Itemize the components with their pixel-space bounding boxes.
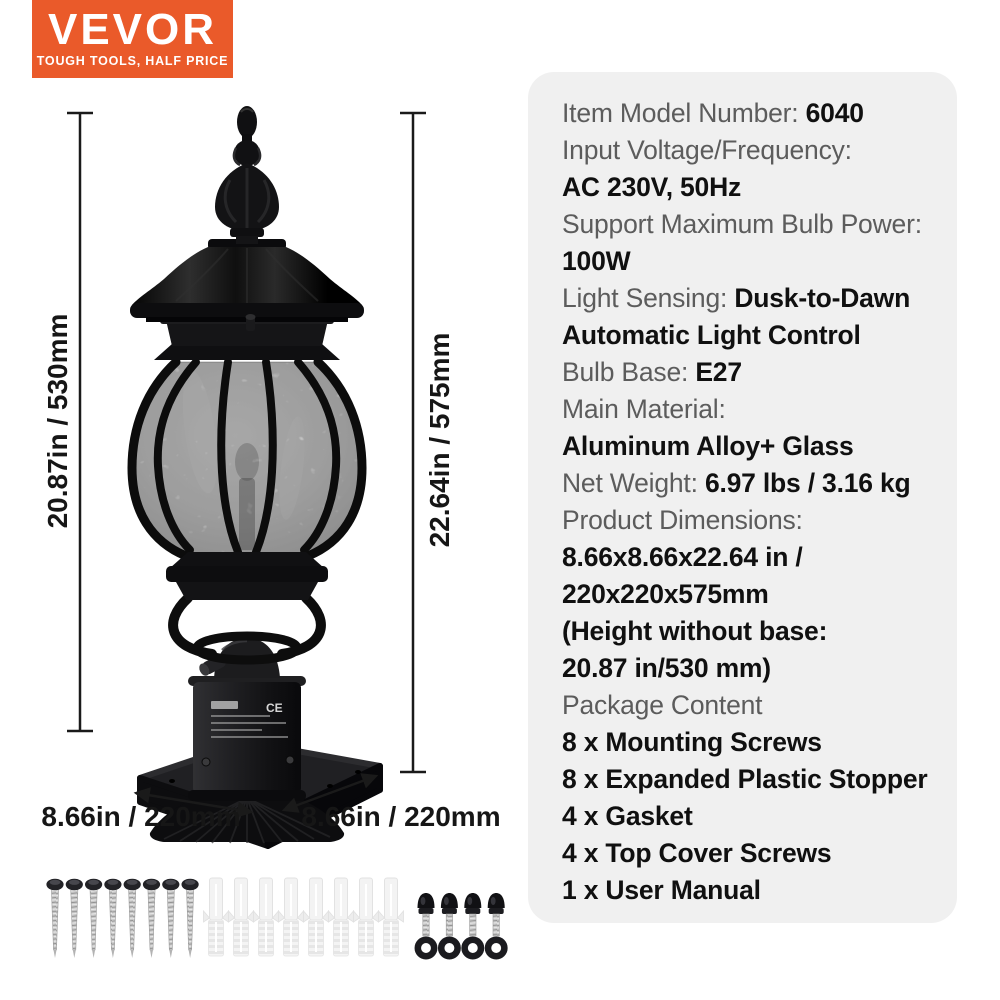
spec-value: 4 x Top Cover Screws: [562, 838, 832, 868]
roof-latch-knob: [246, 314, 256, 331]
spec-label: Product Dimensions:: [562, 505, 803, 535]
lantern-roof: [130, 239, 364, 331]
expanded-plastic-stopper: [379, 878, 404, 956]
spec-line: [562, 132, 945, 169]
spec-line: [562, 465, 945, 502]
spec-line: [562, 169, 945, 206]
spec-value: 20.87 in/530 mm): [562, 653, 771, 683]
specification-panel: [528, 72, 957, 923]
cage-bottom-ring: [166, 552, 328, 600]
spec-line: [562, 280, 945, 317]
post-light-lantern: [130, 106, 380, 846]
plastic-stoppers-group: [204, 878, 404, 956]
spec-line: [562, 317, 945, 354]
spec-label: Package Content: [562, 690, 763, 720]
spec-list: [562, 95, 945, 909]
mounting-screw: [143, 879, 160, 958]
spec-line: [562, 650, 945, 687]
dimension-line-right-height: [400, 113, 426, 772]
mounting-screw: [46, 879, 63, 958]
spec-label: Main Material:: [562, 394, 726, 424]
spec-value: Automatic Light Control: [562, 320, 861, 350]
spec-value: 6040: [805, 98, 864, 128]
spec-label: Light Sensing:: [562, 283, 735, 313]
spec-label: Support Maximum Bulb Power:: [562, 209, 922, 239]
spec-value: AC 230V, 50Hz: [562, 172, 742, 202]
spec-label: Bulb Base:: [562, 357, 696, 387]
water-glass-globe: [132, 362, 362, 556]
expanded-plastic-stopper: [204, 878, 229, 956]
spec-line: [562, 428, 945, 465]
expanded-plastic-stopper: [254, 878, 279, 956]
spec-value: (Height without base:: [562, 616, 828, 646]
top-cover-screw: [464, 893, 481, 936]
spec-line: [562, 613, 945, 650]
spec-line: [562, 539, 945, 576]
top-cover-screw: [441, 893, 458, 936]
pedestal-screw-right: [286, 756, 294, 764]
gasket-ring: [418, 940, 434, 956]
gasket-ring: [488, 940, 504, 956]
mounting-screw: [85, 879, 102, 958]
spec-value: 8 x Expanded Plastic Stopper: [562, 764, 928, 794]
spec-value: 8.66x8.66x22.64 in /: [562, 542, 803, 572]
expanded-plastic-stopper: [329, 878, 354, 956]
expanded-plastic-stopper: [279, 878, 304, 956]
gasket-ring: [465, 940, 481, 956]
spec-value: 6.97 lbs / 3.16 kg: [704, 468, 911, 498]
spec-value: E27: [695, 357, 742, 387]
spec-value: 1 x User Manual: [562, 875, 761, 905]
mounting-screw: [124, 879, 141, 958]
mounting-screw: [162, 879, 179, 958]
top-cover-screws-group: [418, 893, 505, 936]
spec-line: [562, 724, 945, 761]
mounting-screws-group: [46, 879, 198, 958]
spec-line: [562, 798, 945, 835]
spec-line: [562, 761, 945, 798]
pedestal-screw-left: [202, 758, 210, 766]
ce-mark: CE: [266, 701, 283, 715]
spec-line: [562, 354, 945, 391]
brand-tagline: TOUGH TOOLS, HALF PRICE: [36, 54, 229, 68]
decorative-finial: [215, 106, 279, 244]
expanded-plastic-stopper: [229, 878, 254, 956]
spec-line: [562, 687, 945, 724]
base-width-label: 8.66in / 220mm: [41, 801, 241, 832]
spec-line: [562, 576, 945, 613]
spec-label: Input Voltage/Frequency:: [562, 135, 852, 165]
brand-name: VEVOR: [47, 5, 218, 54]
gaskets-group: [418, 940, 505, 956]
base-depth-label: 8.66in / 220mm: [301, 801, 501, 832]
spec-line: [562, 872, 945, 909]
mounting-screw: [66, 879, 83, 958]
spec-label: Item Model Number:: [562, 98, 806, 128]
spec-value: 220x220x575mm: [562, 579, 769, 609]
spec-value: Dusk-to-Dawn: [734, 283, 911, 313]
height-without-base-label: 20.87in / 530mm: [42, 313, 73, 529]
mounting-screw: [104, 879, 121, 958]
spec-line: [562, 502, 945, 539]
spec-line: [562, 835, 945, 872]
spec-value: 100W: [562, 246, 631, 276]
mounting-screw: [182, 879, 199, 958]
gasket-ring: [441, 940, 457, 956]
spec-line: [562, 206, 945, 243]
top-cover-screw: [418, 893, 435, 936]
spec-value: Aluminum Alloy+ Glass: [562, 431, 854, 461]
spec-line: [562, 95, 945, 132]
spec-line: [562, 391, 945, 428]
spec-value: 8 x Mounting Screws: [562, 727, 822, 757]
expanded-plastic-stopper: [304, 878, 329, 956]
spec-label: Net Weight:: [562, 468, 705, 498]
top-cover-screw: [488, 893, 505, 936]
spec-value: 4 x Gasket: [562, 801, 693, 831]
spec-line: [562, 243, 945, 280]
total-height-label: 22.64in / 575mm: [424, 332, 455, 548]
expanded-plastic-stopper: [354, 878, 379, 956]
